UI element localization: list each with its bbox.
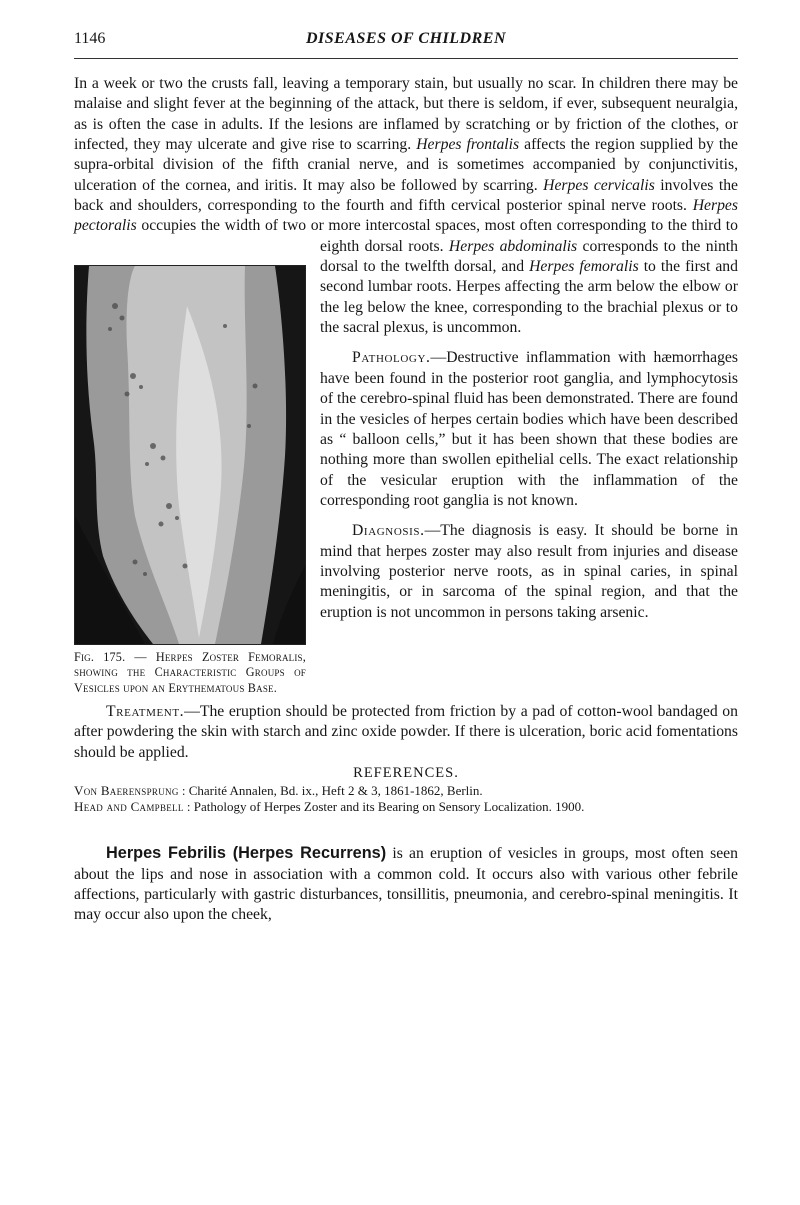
pathology-paragraph: Pathology.—Destructive inflammation with hæmorrhages have been found in the posterior root ganglia, and lymphocytosis of the cerebro-spinal fluid has been demonstrated. There are found in the vesicles of herpes certain bodies which have been described as “ balloon cells,” but it has been shown that these bodies are nothing more than swollen epithelial cells. The exact relationship of the vesicular eruption with the inflammation of the corresponding root ganglia is not known.	[320, 349, 738, 509]
figure-175	[74, 265, 306, 696]
term-herpes-pectoralis: Herpes pectoralis	[74, 197, 738, 235]
reference-item: Von Baerensprung : Charité Annalen, Bd. ix., Heft 2 & 3, 1861-1862, Berlin.	[74, 783, 483, 799]
paragraph-herpes-regions: In a week or two the crusts fall, leaving a temporary stain, but usually no scar. In children there may be malaise and slight fever at the beginning of the attack, but there is seldom, if ever, subsequent neuralgia, as is often the case in adults. If the lesions are inflamed by scratching or by friction of the clothes, or infected, they may ulcerate and give rise to scarring. Herpes frontalis affects the region supplied by the supra-orbital division of the fifth cranial nerve, and is sometimes accompanied by conjunctivitis, ulceration of the cornea, and iritis. It may also be followed by scarring. Herpes cervicalis involves the back and shoulders, corresponding to the fourth and fifth cervical posterior spinal nerve roots. Herpes pectoralis occupies the width of two or more intercostal spaces, most often corresponding to the third to eighth dorsal roots. Fig. 175. — Herpes Zoster Femoralis, showing the Characteristic Groups of Vesicles upon an Erythematous Base. Herpes abdominalis corresponds to the ninth dorsal to the twelfth dorsal, and Herpes femoralis to the first and second lumbar roots. Herpes affecting the arm below the elbow or the leg below the knee, corresponding to the brachial plexus or to the sacral plexus, is uncommon.	[74, 75, 739, 695]
page-header	[74, 30, 738, 56]
term-herpes-abdominalis: Herpes abdominalis	[448, 237, 578, 255]
term-herpes-cervicalis: Herpes cervicalis	[543, 176, 655, 194]
treatment-paragraph: Treatment.—The eruption should be protected from friction by a pad of cotton-wool bandaged on after powdering the skin with starch and zinc oxide powder. If there is ulceration, boric acid fomentations should be applied.	[74, 702, 738, 761]
pathology-heading: Pathology.	[352, 349, 431, 367]
diagnosis-heading: Diagnosis.	[352, 522, 425, 540]
page-number: 1146	[74, 30, 106, 47]
treatment-heading: Treatment.	[106, 702, 185, 720]
references-title: REFERENCES.	[353, 765, 459, 781]
reference-item: Head and Campbell : Pathology of Herpes Zoster and its Bearing on Sensory Localization. 1900.	[74, 799, 585, 815]
term-herpes-frontalis: Herpes frontalis	[416, 136, 520, 154]
herpes-febrilis-heading: Herpes Febrilis (Herpes Recurrens)	[106, 844, 387, 863]
diagnosis-paragraph: Diagnosis.—The diagnosis is easy. It should be borne in mind that herpes zoster may also result from injuries and disease involving posterior nerve roots, as in spinal caries, in spinal meningitis, or in sarcoma of the spinal region, and that the eruption is not uncommon in persons taking arsenic.	[320, 522, 738, 621]
page-body	[74, 74, 738, 926]
running-title: DISEASES OF CHILDREN	[306, 30, 506, 47]
header-rule	[74, 58, 738, 59]
term-herpes-femoralis: Herpes femoralis	[529, 258, 639, 276]
figure-caption: Fig. 175. — Herpes Zoster Femoralis, showing the Characteristic Groups of Vesicles upon an Erythematous Base.	[74, 649, 306, 695]
herpes-febrilis-paragraph: Herpes Febrilis (Herpes Recurrens) is an eruption of vesicles in groups, most often seen about the lips and nose in association with a common cold. It occurs also with various other febrile affections, particularly with gastric disturbances, tonsillitis, pneumonia, and cerebro-spinal meningitis. It may occur also upon the cheek,	[74, 844, 738, 924]
figure-photo-thigh	[74, 265, 306, 645]
